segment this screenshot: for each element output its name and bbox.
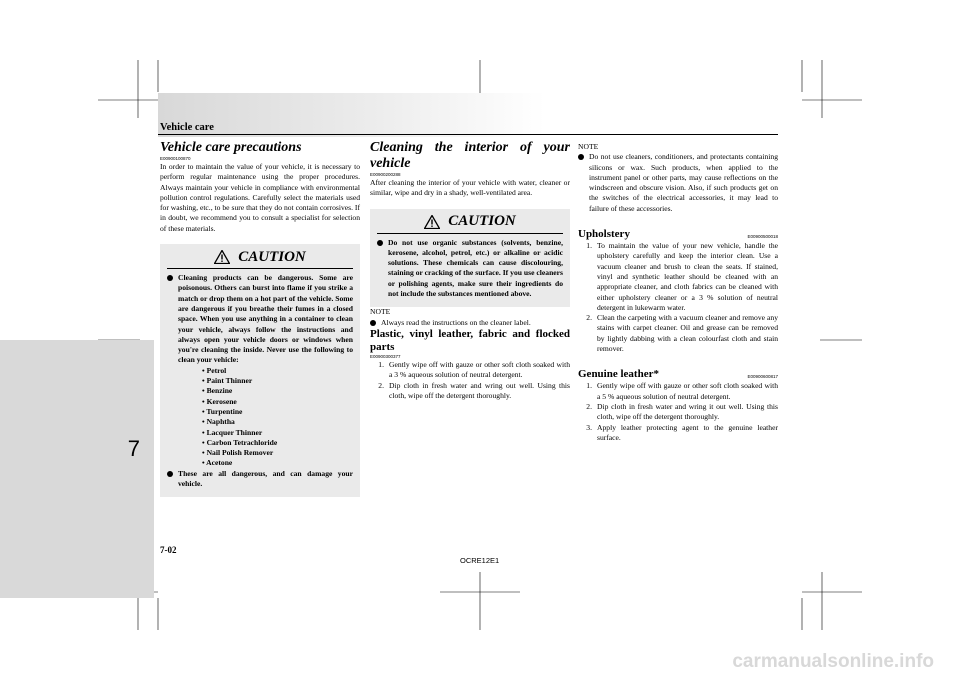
caution-box (370, 209, 570, 308)
list-item: • Naphtha (202, 417, 353, 427)
section-code: E00900200288 (370, 172, 401, 177)
section-code: E00900100870 (160, 156, 191, 161)
note-bullet (370, 318, 570, 328)
caution-text: Do not use organic substances (solvents, benzine, kerosene, alcohol, petrol, etc.) or alkaline or acidic solutions. These chemicals can cause discolouring, staining or cracking of the surface. If you use cleaners or polishing agents, make sure their ingredients do not include the substances mentioned above. (388, 237, 563, 299)
section-label: Vehicle care (160, 122, 214, 133)
caution-bullet (167, 273, 353, 469)
watermark: carmanualsonline.info (732, 651, 934, 672)
heading-plastic-parts: Plastic, vinyl leather, fabric and flocked parts (370, 327, 570, 353)
step-text: Clean the carpeting with a vacuum cleaner and remove any stains with carpet cleaner. Oil and grease can be removed by lightly dabbing with a clean colourfast cloth and stain remover. (597, 313, 778, 354)
step-number: 1. (586, 381, 592, 391)
step-text: To maintain the value of your new vehicle, handle the upholstery carefully and keep the interior clean. Use a vacuum cleaner and brush to clean the seats. If stained, vinyl and synthetic leather should be cleaned with an appropriate cleaner, and cloth fabrics can be cleaned with either upholstery cleaner or a 3 % solution of neutral detergent in lukewarm water. (597, 241, 778, 312)
list-item: • Nail Polish Remover (202, 448, 353, 458)
step-number: 1. (586, 241, 592, 251)
list-item: • Turpentine (202, 407, 353, 417)
step-number: 1. (378, 359, 384, 369)
bullet-icon (578, 154, 584, 160)
bullet-icon (167, 275, 173, 281)
bullet-icon (167, 471, 173, 477)
list-item: • Paint Thinner (202, 376, 353, 386)
section-code: E00900500018 (747, 234, 778, 240)
caution-title: CAUTION (448, 213, 516, 230)
caution-bullet (377, 238, 563, 300)
numbered-step (370, 360, 570, 381)
left-column (160, 140, 360, 497)
chapter-number: 7 (127, 436, 140, 461)
chapter-tab (0, 340, 154, 598)
bullet-icon (370, 320, 376, 326)
step-text: Dip cloth in fresh water and wring out well. Using this cloth, wipe off the detergent thoroughly. (389, 380, 570, 400)
bullet-icon (377, 240, 383, 246)
note-label: NOTE (370, 307, 391, 317)
numbered-step (578, 313, 778, 354)
section-code: E00900300377 (370, 353, 401, 359)
list-item: • Lacquer Thinner (202, 428, 353, 438)
warning-triangle-icon (214, 250, 230, 264)
step-text: Gently wipe off with gauze or other soft cloth soaked with a 5 % aqueous solution of neutral detergent. (597, 381, 778, 401)
intro-paragraph: After cleaning the interior of your vehicle with water, cleaner or similar, wipe and dry in a shady, well-ventilated area. (370, 178, 570, 198)
heading-genuine-leather: Genuine leather* (578, 368, 659, 381)
step-text: Gently wipe off with gauze or other soft cloth soaked with a 3 % aqueous solution of neutral detergent. (389, 359, 570, 380)
note-label: NOTE (578, 142, 599, 151)
step-text: Dip cloth in fresh water and wring it out well. Using this cloth, wipe off the detergent thoroughly. (597, 401, 778, 422)
warning-triangle-icon (424, 215, 440, 229)
title-vehicle-care-precautions: Vehicle care precautions (160, 140, 302, 155)
middle-column (370, 140, 570, 401)
title-cleaning-interior: Cleaning the interior of your vehicle (370, 140, 570, 171)
caution-header (167, 250, 353, 269)
caution-text: These are all dangerous, and can damage your vehicle. (178, 468, 353, 489)
list-item: • Acetone (202, 458, 353, 468)
list-item: • Petrol (202, 366, 353, 376)
numbered-step (578, 402, 778, 423)
step-number: 3. (586, 422, 592, 432)
numbered-step (578, 381, 778, 402)
step-text: Apply leather protecting agent to the genuine leather surface. (597, 422, 778, 442)
caution-bullet (167, 469, 353, 490)
step-number: 2. (586, 401, 592, 411)
numbered-step (370, 381, 570, 402)
note-text: Always read the instructions on the cleaner label. (381, 317, 531, 327)
note-bullet (578, 152, 778, 214)
step-number: 2. (378, 380, 384, 390)
right-column (578, 142, 778, 443)
document-code: OCRE12E1 (460, 556, 500, 565)
section-code: E00900600817 (747, 374, 778, 380)
intro-paragraph: In order to maintain the value of your vehicle, it is necessary to perform regular maintenance using the proper procedures. Always maintain your vehicle in compliance with environmental pollution control regulations. Carefully select the materials used for washing, etc., to be sure that they do not contain corrosives. If in doubt, we recommend you to consult a specialist for selection of these materials. (160, 162, 360, 233)
list-item: • Benzine (202, 386, 353, 396)
caution-text: Cleaning products can be dangerous. Some are poisonous. Others can burst into flame if you strike a match or drop them on a hot part of the vehicle. Some are dangerous if you breathe their fumes in a closed space. When you use anything in a container to clean your vehicle, always follow the instructions and always open your vehicle doors or windows when you're cleaning the inside. Never use the following to clean your vehicle: (178, 273, 353, 365)
caution-box (160, 244, 360, 497)
heading-upholstery: Upholstery (578, 228, 630, 241)
heading-row (578, 368, 778, 381)
page-number: 7-02 (160, 545, 177, 555)
dangerous-products-list (178, 366, 353, 469)
caution-header (377, 215, 563, 234)
header-band (158, 93, 545, 137)
list-item: • Carbon Tetrachloride (202, 438, 353, 448)
heading-row (578, 228, 778, 241)
caution-title: CAUTION (238, 248, 306, 265)
step-number: 2. (586, 313, 592, 323)
list-item: • Kerosene (202, 397, 353, 407)
note-text: Do not use cleaners, conditioners, and protectants containing silicons or wax. Such products, when applied to the instrument panel or other parts, may cause reflections on the windscreen and obscure vision. Also, if such products get on the switches of the electrical accessories, it may lead to failure of these accessories. (589, 152, 778, 213)
numbered-step (578, 423, 778, 444)
numbered-step (578, 241, 778, 313)
header-rule (158, 134, 778, 135)
